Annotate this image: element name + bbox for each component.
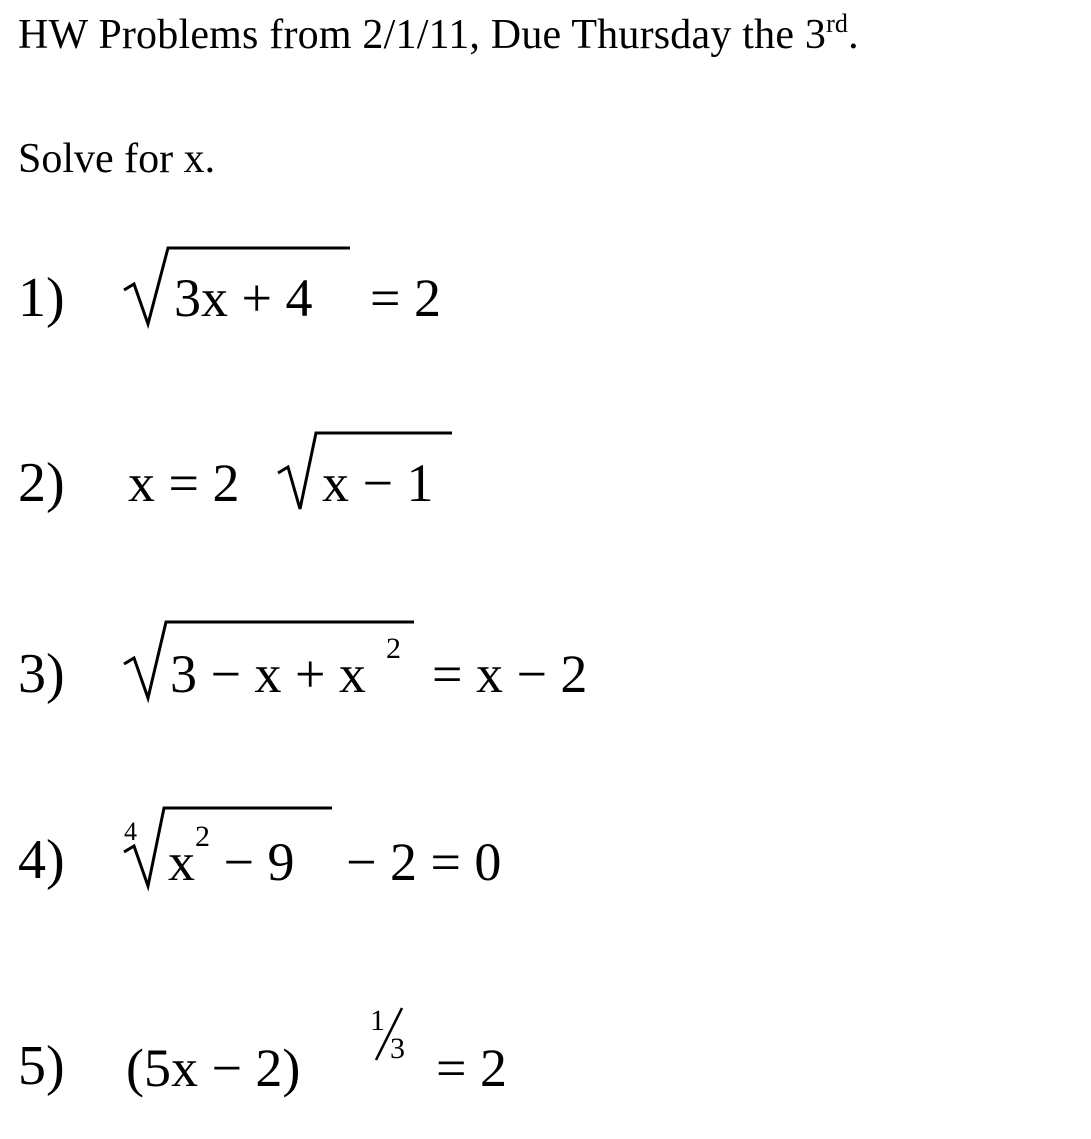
problem-5 — [0, 1000, 1091, 1120]
right-hand-side: = 2 — [370, 268, 441, 328]
exponent-numerator: 1 — [370, 1004, 385, 1037]
left-hand-side: x = 2 — [128, 453, 240, 513]
problem-number: 3) — [18, 643, 65, 705]
instruction-text: Solve for x. — [18, 136, 216, 182]
radicand — [168, 820, 294, 892]
equation-4 — [0, 800, 1091, 920]
problem-number: 1) — [18, 267, 65, 329]
radicand: 3 − x + x — [170, 644, 366, 704]
exponent-denominator: 3 — [390, 1032, 405, 1065]
right-hand-side: = 2 — [436, 1038, 507, 1098]
exponent: 2 — [386, 632, 401, 665]
radicand-tail: − 9 — [210, 832, 295, 892]
equation-2 — [0, 425, 1091, 545]
equation-3 — [0, 612, 1091, 732]
base-expression: (5x − 2) — [126, 1038, 301, 1098]
problem-number: 4) — [18, 829, 65, 891]
right-hand-side: − 2 = 0 — [346, 832, 502, 892]
equation-5 — [0, 1000, 1091, 1120]
title-period: . — [848, 12, 859, 58]
problem-number: 5) — [18, 1035, 65, 1097]
problem-4 — [0, 800, 1091, 920]
problem-1 — [0, 240, 1091, 360]
problem-3 — [0, 612, 1091, 732]
problem-2 — [0, 425, 1091, 545]
right-hand-side: = x − 2 — [432, 644, 588, 704]
title-ordinal-suffix: rd — [826, 9, 849, 38]
page-title — [18, 9, 859, 58]
exponent: 2 — [195, 820, 210, 853]
root-index: 4 — [124, 817, 137, 846]
title-text: HW Problems from 2/1/11, Due Thursday the 3 — [18, 12, 827, 58]
equation-1 — [0, 240, 1091, 360]
radicand: 3x + 4 — [174, 268, 313, 328]
problem-number: 2) — [18, 452, 65, 514]
radicand-base: x — [168, 832, 195, 892]
radicand: x − 1 — [322, 453, 434, 513]
